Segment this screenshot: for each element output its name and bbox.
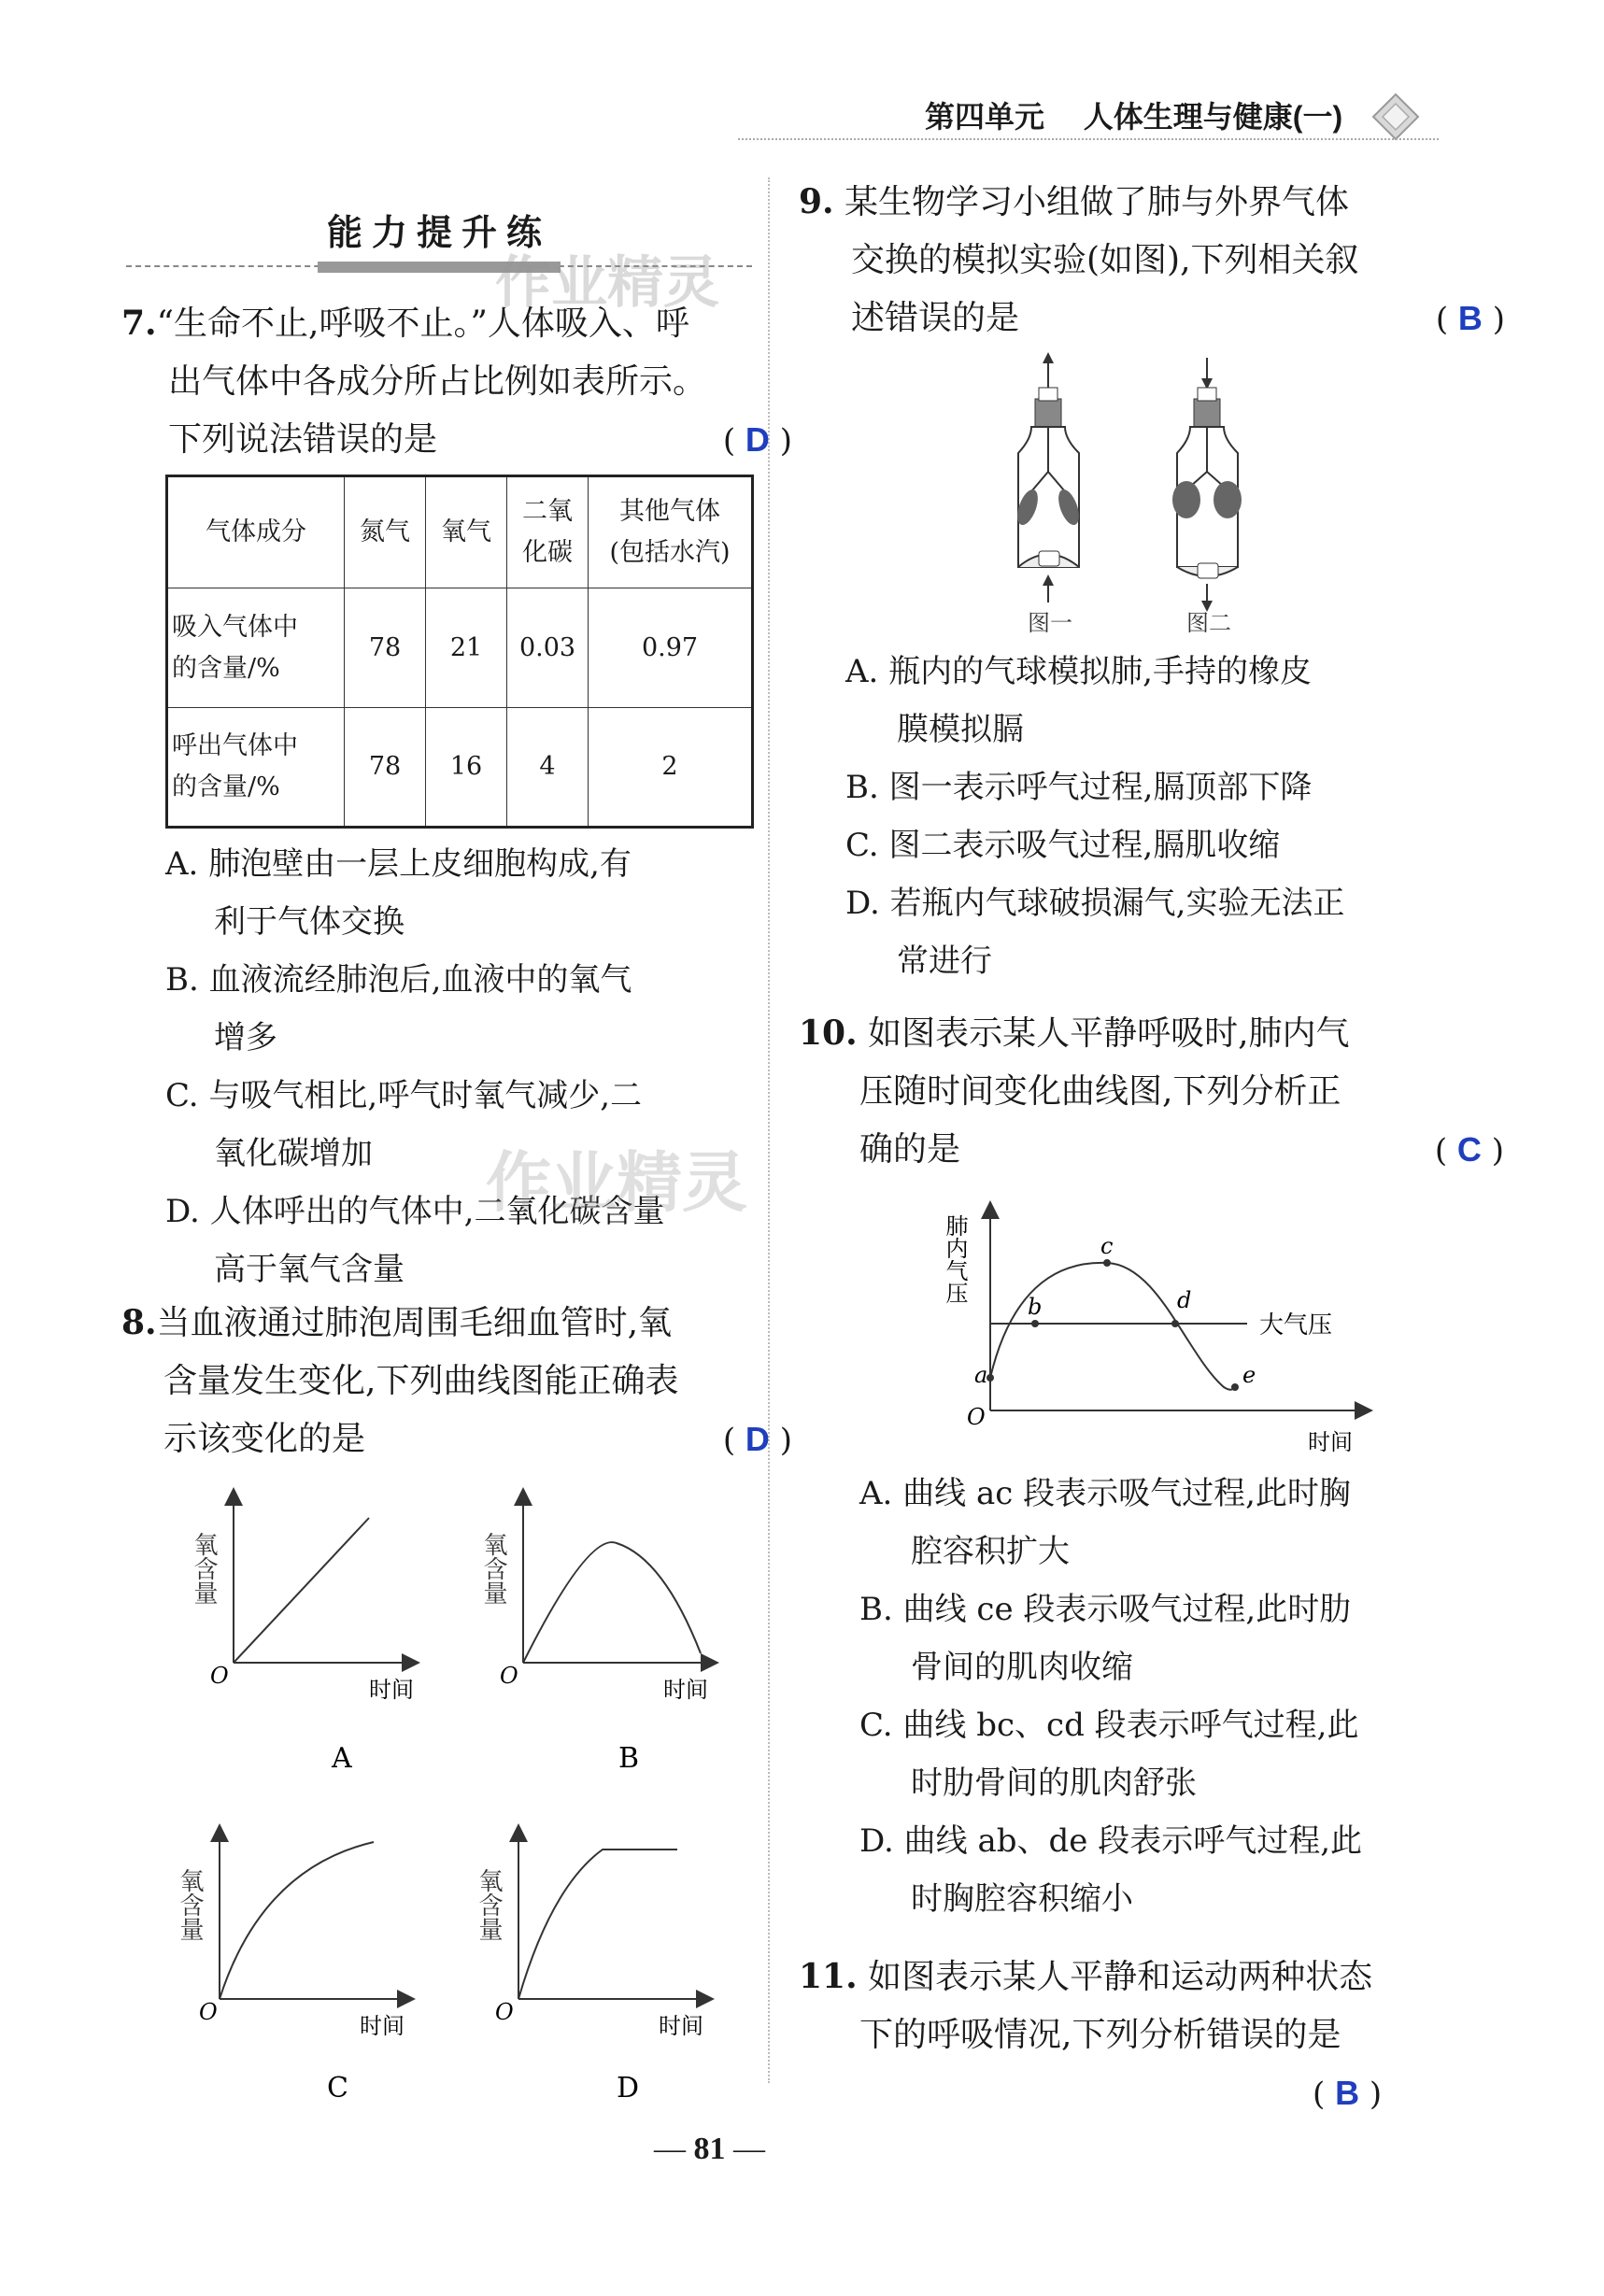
table-cell: 0.97 [589, 588, 753, 708]
q8-xlabel: 时间 [659, 2013, 703, 2039]
q9-stem-line: 某生物学习小组做了肺与外界气体 [845, 183, 1350, 221]
q8-origin: O [500, 1663, 518, 1689]
q10-ylabel: 肺内气压 [942, 1214, 968, 1304]
q9-figure [990, 350, 1270, 640]
q10-point-a: a [974, 1362, 988, 1388]
q7-number: 7. [121, 304, 157, 343]
q7 [121, 294, 792, 469]
q9-stem-line: 交换的模拟实验(如图),下列相关叙 [851, 241, 1359, 279]
q9-answer: B [1457, 299, 1483, 337]
table-cell: 4 [507, 708, 589, 828]
table-cell: 0.03 [507, 588, 589, 708]
q7-gas-table [165, 475, 754, 829]
table-cell: 78 [345, 708, 426, 828]
q8-curve-d [518, 1850, 677, 1999]
q9-figure-1 [1014, 352, 1084, 636]
q8-stem-line: 含量发生变化,下列曲线图能正确表 [163, 1362, 679, 1400]
q10-option-b[interactable]: B. 曲线 ce 段表示吸气过程,此时肋 骨间的肌肉收缩 [859, 1591, 1352, 1686]
q8-answer: D [745, 1420, 770, 1458]
q7-stem-line: “生命不止,呼吸不止。”人体吸入、呼 [156, 305, 689, 343]
q8-xlabel: 时间 [663, 1677, 708, 1703]
q11-answer-bracket: ( B ) [1313, 2074, 1383, 2113]
q9-option-d[interactable]: D. 若瓶内气球破损漏气,实验无法正 常进行 [845, 885, 1345, 980]
q11-stem-line: 下的呼吸情况,下列分析错误的是 [859, 2016, 1341, 2054]
q8-graph-a[interactable] [190, 1496, 414, 1775]
q11-answer: B [1335, 2074, 1360, 2112]
table-header: 二氧 化碳 [507, 476, 589, 588]
q10-stem-line: 如图表示某人平静呼吸时,肺内气 [868, 1014, 1350, 1053]
q8-origin: O [199, 1999, 218, 2025]
q8-ylabel: 氧含量 [475, 1868, 503, 1941]
header-unit: 第四单元 [925, 100, 1045, 134]
q9-answer-bracket: ( B ) [1435, 299, 1505, 338]
q8-xlabel: 时间 [360, 2013, 405, 2039]
table-header: 其他气体 (包括水汽) [589, 476, 753, 588]
q7-answer-bracket: ( D ) [722, 420, 792, 460]
q9-figure-1-label: 图一 [1028, 610, 1072, 636]
header-rule [738, 138, 1439, 140]
q9-option-a[interactable]: A. 瓶内的气球模拟肺,手持的橡皮 膜模拟膈 [845, 653, 1312, 748]
section-title: 能力提升练 [327, 212, 552, 253]
page-number: — 81 — [654, 2132, 765, 2166]
q10-answer: C [1456, 1130, 1482, 1169]
q9-options [845, 643, 1443, 990]
table-cell: 16 [426, 708, 507, 828]
q8-label-b: B [618, 1742, 640, 1775]
q9-figure-2-label: 图二 [1186, 610, 1231, 636]
q10-point-d: d [1177, 1287, 1192, 1313]
q11 [799, 1948, 1372, 2064]
q7-option-a[interactable]: A. 肺泡壁由一层上皮细胞构成,有 利于气体交换 [165, 845, 632, 941]
q8-origin: O [210, 1663, 229, 1689]
q7-stem-line: 下列说法错误的是 [168, 420, 438, 459]
table-header: 气体成分 [167, 476, 345, 588]
q9-figure-2 [1172, 358, 1242, 636]
q11-stem-line: 如图表示某人平静和运动两种状态 [868, 1958, 1373, 1996]
table-row: 呼出气体中 的含量/% 78 16 4 2 [167, 708, 753, 828]
q8-graph-d[interactable] [475, 1833, 705, 2105]
q10-answer-bracket: ( C ) [1434, 1130, 1504, 1169]
q9-option-c[interactable]: C. 图二表示吸气过程,膈肌收缩 [845, 827, 1281, 864]
q8-answer-bracket: ( D ) [722, 1420, 792, 1459]
q9-stem-line: 述错误的是 [851, 299, 1020, 337]
q10-stem-line: 压随时间变化曲线图,下列分析正 [859, 1072, 1341, 1111]
q10-curve [990, 1263, 1235, 1390]
table-cell: 78 [345, 588, 426, 708]
q9 [799, 173, 1505, 347]
q10-option-c[interactable]: C. 曲线 bc、cd 段表示呼气过程,此 时肋骨间的肌肉舒张 [859, 1707, 1359, 1802]
header [925, 93, 1342, 136]
q8-curve-a [234, 1518, 369, 1663]
q9-number: 9. [799, 182, 834, 221]
q8-label-d: D [617, 2072, 640, 2105]
q8-origin: O [495, 1999, 514, 2025]
q7-stem-line: 出气体中各成分所占比例如表所示。 [168, 362, 707, 401]
q7-answer: D [745, 420, 770, 459]
table-header: 氧气 [426, 476, 507, 588]
table-row: 吸入气体中 的含量/% 78 21 0.03 0.97 [167, 588, 753, 708]
q8-number: 8. [121, 1303, 157, 1342]
q10-xlabel: 时间 [1308, 1429, 1353, 1455]
q8-curve-b [523, 1542, 701, 1663]
header-title: 人体生理与健康(一) [1083, 100, 1343, 134]
watermark-mid: 作业精灵 [486, 1144, 747, 1221]
q10-ref-label: 大气压 [1259, 1311, 1333, 1339]
q8-ylabel: 氧含量 [190, 1532, 218, 1605]
q9-option-b[interactable]: B. 图一表示呼气过程,膈顶部下降 [845, 769, 1313, 806]
q10-option-a[interactable]: A. 曲线 ac 段表示吸气过程,此时胸 腔容积扩大 [859, 1475, 1351, 1570]
q8-curve-c [220, 1842, 374, 1999]
q7-option-d[interactable]: D. 人体呼出的气体中,二氧化碳含量 高于氧气含量 [165, 1193, 665, 1288]
q7-option-c[interactable]: C. 与吸气相比,呼气时氧气减少,二 氧化碳增加 [165, 1077, 643, 1172]
q8-label-c: C [327, 2072, 348, 2105]
q10-options [859, 1465, 1443, 1928]
q11-number: 11. [799, 1957, 858, 1996]
q10-stem-line: 确的是 [859, 1130, 961, 1169]
table-cell: 21 [426, 588, 507, 708]
q7-options [165, 835, 763, 1298]
q10-point-e: e [1242, 1362, 1256, 1388]
q10-origin: O [967, 1404, 986, 1430]
q8-graphs [159, 1476, 738, 2148]
q10-graph [934, 1196, 1401, 1476]
q10-point-b: b [1028, 1294, 1043, 1320]
q10-point-c: c [1100, 1233, 1114, 1259]
q10 [799, 1004, 1504, 1179]
q8-stem-line: 示该变化的是 [163, 1420, 366, 1458]
q8-graph-b[interactable] [479, 1496, 710, 1775]
q10-option-d[interactable]: D. 曲线 ab、de 段表示呼气过程,此 时胸腔容积缩小 [859, 1822, 1363, 1918]
watermark-top: 作业精灵 [495, 250, 719, 316]
q8-graph-c[interactable] [176, 1833, 406, 2105]
table-header: 氮气 [345, 476, 426, 588]
table-cell: 2 [589, 708, 753, 828]
q8-stem-line: 当血液通过肺泡周围毛细血管时,氧 [156, 1304, 673, 1342]
q10-number: 10. [799, 1013, 858, 1053]
q8-xlabel: 时间 [369, 1677, 414, 1703]
q7-option-b[interactable]: B. 血液流经肺泡后,血液中的氧气 增多 [165, 961, 632, 1056]
q8-ylabel: 氧含量 [479, 1532, 507, 1605]
header-diamond-icon [1364, 89, 1429, 145]
q8-label-a: A [332, 1742, 352, 1775]
q8 [121, 1294, 792, 1468]
q8-ylabel: 氧含量 [176, 1868, 204, 1941]
